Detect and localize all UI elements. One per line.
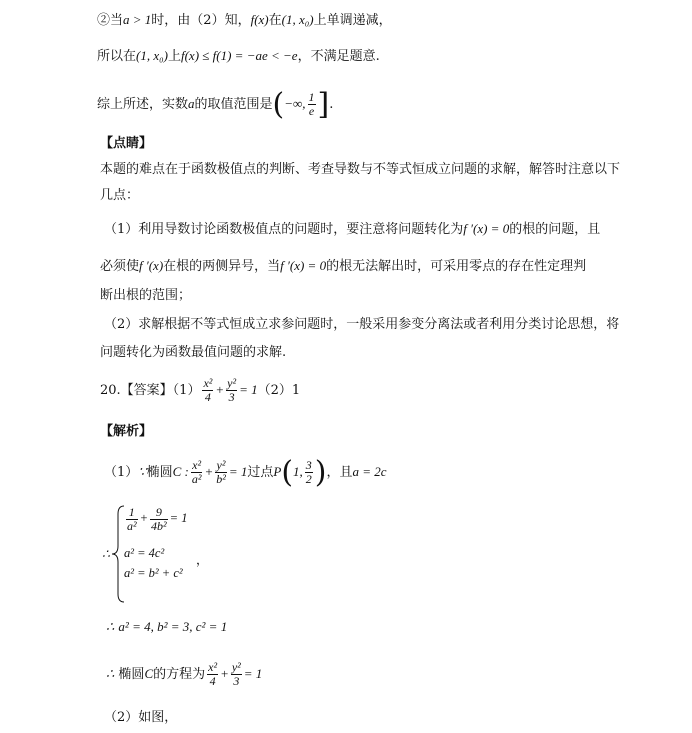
plus: + — [139, 510, 149, 525]
math-fx: f(x) — [250, 12, 269, 27]
text: 的根无法解出时，可采用零点的存在性定理判 — [326, 259, 587, 274]
therefore-symbol: ∴ — [102, 547, 110, 561]
line-conclusion-case2 — [97, 46, 380, 67]
text: 所以在 — [97, 49, 137, 64]
paragraph-line: 断出根的范围； — [100, 288, 192, 303]
text: 20.【答案】（1） — [100, 383, 201, 398]
math-c: C : — [172, 464, 189, 479]
fraction: $\frac{\text{y²}}{\text{b²}}$ — [216, 458, 226, 486]
fraction: $\frac{\text{x²}}{\text{a²}}$ — [191, 458, 202, 486]
solution-step2 — [106, 617, 227, 638]
solution-step3 — [106, 656, 262, 693]
plus: + — [204, 464, 214, 479]
text: ，且 — [326, 465, 353, 480]
math-eq: f ′(x) = 0 — [463, 221, 510, 236]
fraction: $\frac{\text{x²}}{4}$ — [203, 376, 213, 404]
right-bracket: ] — [317, 86, 330, 122]
text: 时，由（2）知， — [151, 13, 251, 28]
math-condition: a = 2c — [352, 464, 387, 479]
math-fp: f ′(x) — [139, 258, 164, 273]
right-paren: ) — [314, 454, 327, 490]
text: ，不满足题意. — [297, 49, 380, 64]
plus: + — [220, 666, 229, 681]
equals: = 1 — [243, 666, 263, 681]
text: ②当 — [97, 13, 124, 28]
solution-step1 — [104, 452, 387, 493]
system-row-3: a² = b² + c² — [124, 566, 183, 580]
text: 在根的两侧异号，当 — [163, 259, 281, 274]
text: . — [329, 97, 334, 112]
heading-dianjing: 【点睛】 — [100, 136, 153, 151]
equals: = 1 — [228, 464, 248, 479]
text: （2）1 — [257, 383, 301, 398]
math-interval: (1, x₀) — [281, 12, 314, 27]
fraction: $\frac{\text{x²}}{4}$ — [208, 660, 218, 688]
text: 的根的问题，且 — [509, 222, 601, 237]
because-symbol: ∵ — [138, 464, 147, 479]
text: 必须使 — [100, 259, 140, 274]
paragraph-line: （2）求解根据不等式恒成立求参问题时，一般采用参变分离法或者利用分类讨论思想，将 — [104, 317, 620, 332]
fraction: $\frac{\text{y²}}{3}$ — [231, 660, 241, 688]
solution-step-part2: （2）如图， — [104, 710, 178, 725]
paragraph-line: 问题转化为函数最值问题的求解. — [100, 345, 287, 360]
math-p: P — [273, 464, 282, 479]
left-paren: ( — [281, 454, 294, 490]
fraction: $\frac{\text{y²}}{3}$ — [227, 376, 237, 404]
fraction: $\frac{1}{\text{a²}}$ — [127, 505, 137, 533]
fraction: $\frac{3}{2}$ — [305, 458, 312, 486]
text: 在 — [268, 13, 282, 28]
text: 过点 — [247, 465, 274, 480]
math-c: C — [144, 666, 154, 681]
text: 上单调递减， — [313, 13, 392, 28]
therefore-symbol: ∴ — [106, 619, 115, 634]
math-inequality: f(x) ≤ f(1) = −ae < −e — [180, 48, 298, 63]
math-var: a — [188, 96, 195, 111]
answer-line — [100, 372, 300, 409]
text: （1） — [104, 465, 139, 480]
equals: = 1 — [239, 382, 258, 397]
system-row-1 — [124, 506, 187, 532]
plus: + — [215, 382, 225, 397]
line-summary — [97, 86, 333, 123]
math-interval: (1, x₀) — [136, 48, 168, 63]
math-condition: a > 1 — [123, 12, 152, 27]
text: （1）利用导数讨论函数极值点的问题时，要注意将问题转化为 — [104, 222, 464, 237]
text: 综上所述，实数 — [97, 97, 189, 112]
paragraph-line — [100, 256, 586, 277]
text: 的取值范围是 — [194, 97, 273, 112]
text: 椭圆 — [118, 667, 145, 682]
therefore-symbol: ∴ — [106, 666, 115, 681]
comma: ， — [196, 552, 209, 567]
text: 椭圆 — [146, 465, 173, 480]
fraction: $\frac{1}{e}$ — [308, 90, 315, 118]
text: 的方程为 — [153, 667, 206, 682]
paragraph-line: 本题的难点在于函数极值点的判断、考查导数与不等式恒成立问题的求解，解答时注意以下 — [100, 162, 621, 177]
system-row-2: a² = 4c² — [124, 546, 165, 560]
paragraph-line: 几点： — [100, 188, 140, 203]
math-left: −∞, — [284, 96, 306, 111]
paragraph-line — [104, 219, 600, 240]
equals: = 1 — [169, 510, 188, 525]
math-px: 1, — [293, 464, 303, 479]
math-eq: a² = 4, b² = 3, c² = 1 — [118, 619, 228, 634]
text: 上 — [167, 49, 181, 64]
left-paren: ( — [272, 86, 285, 122]
math-eq: f ′(x) = 0 — [280, 258, 327, 273]
fraction: $\frac{9}{\text{4b²}}$ — [151, 505, 167, 533]
line-case2 — [97, 10, 392, 31]
heading-jiexi: 【解析】 — [100, 424, 153, 439]
